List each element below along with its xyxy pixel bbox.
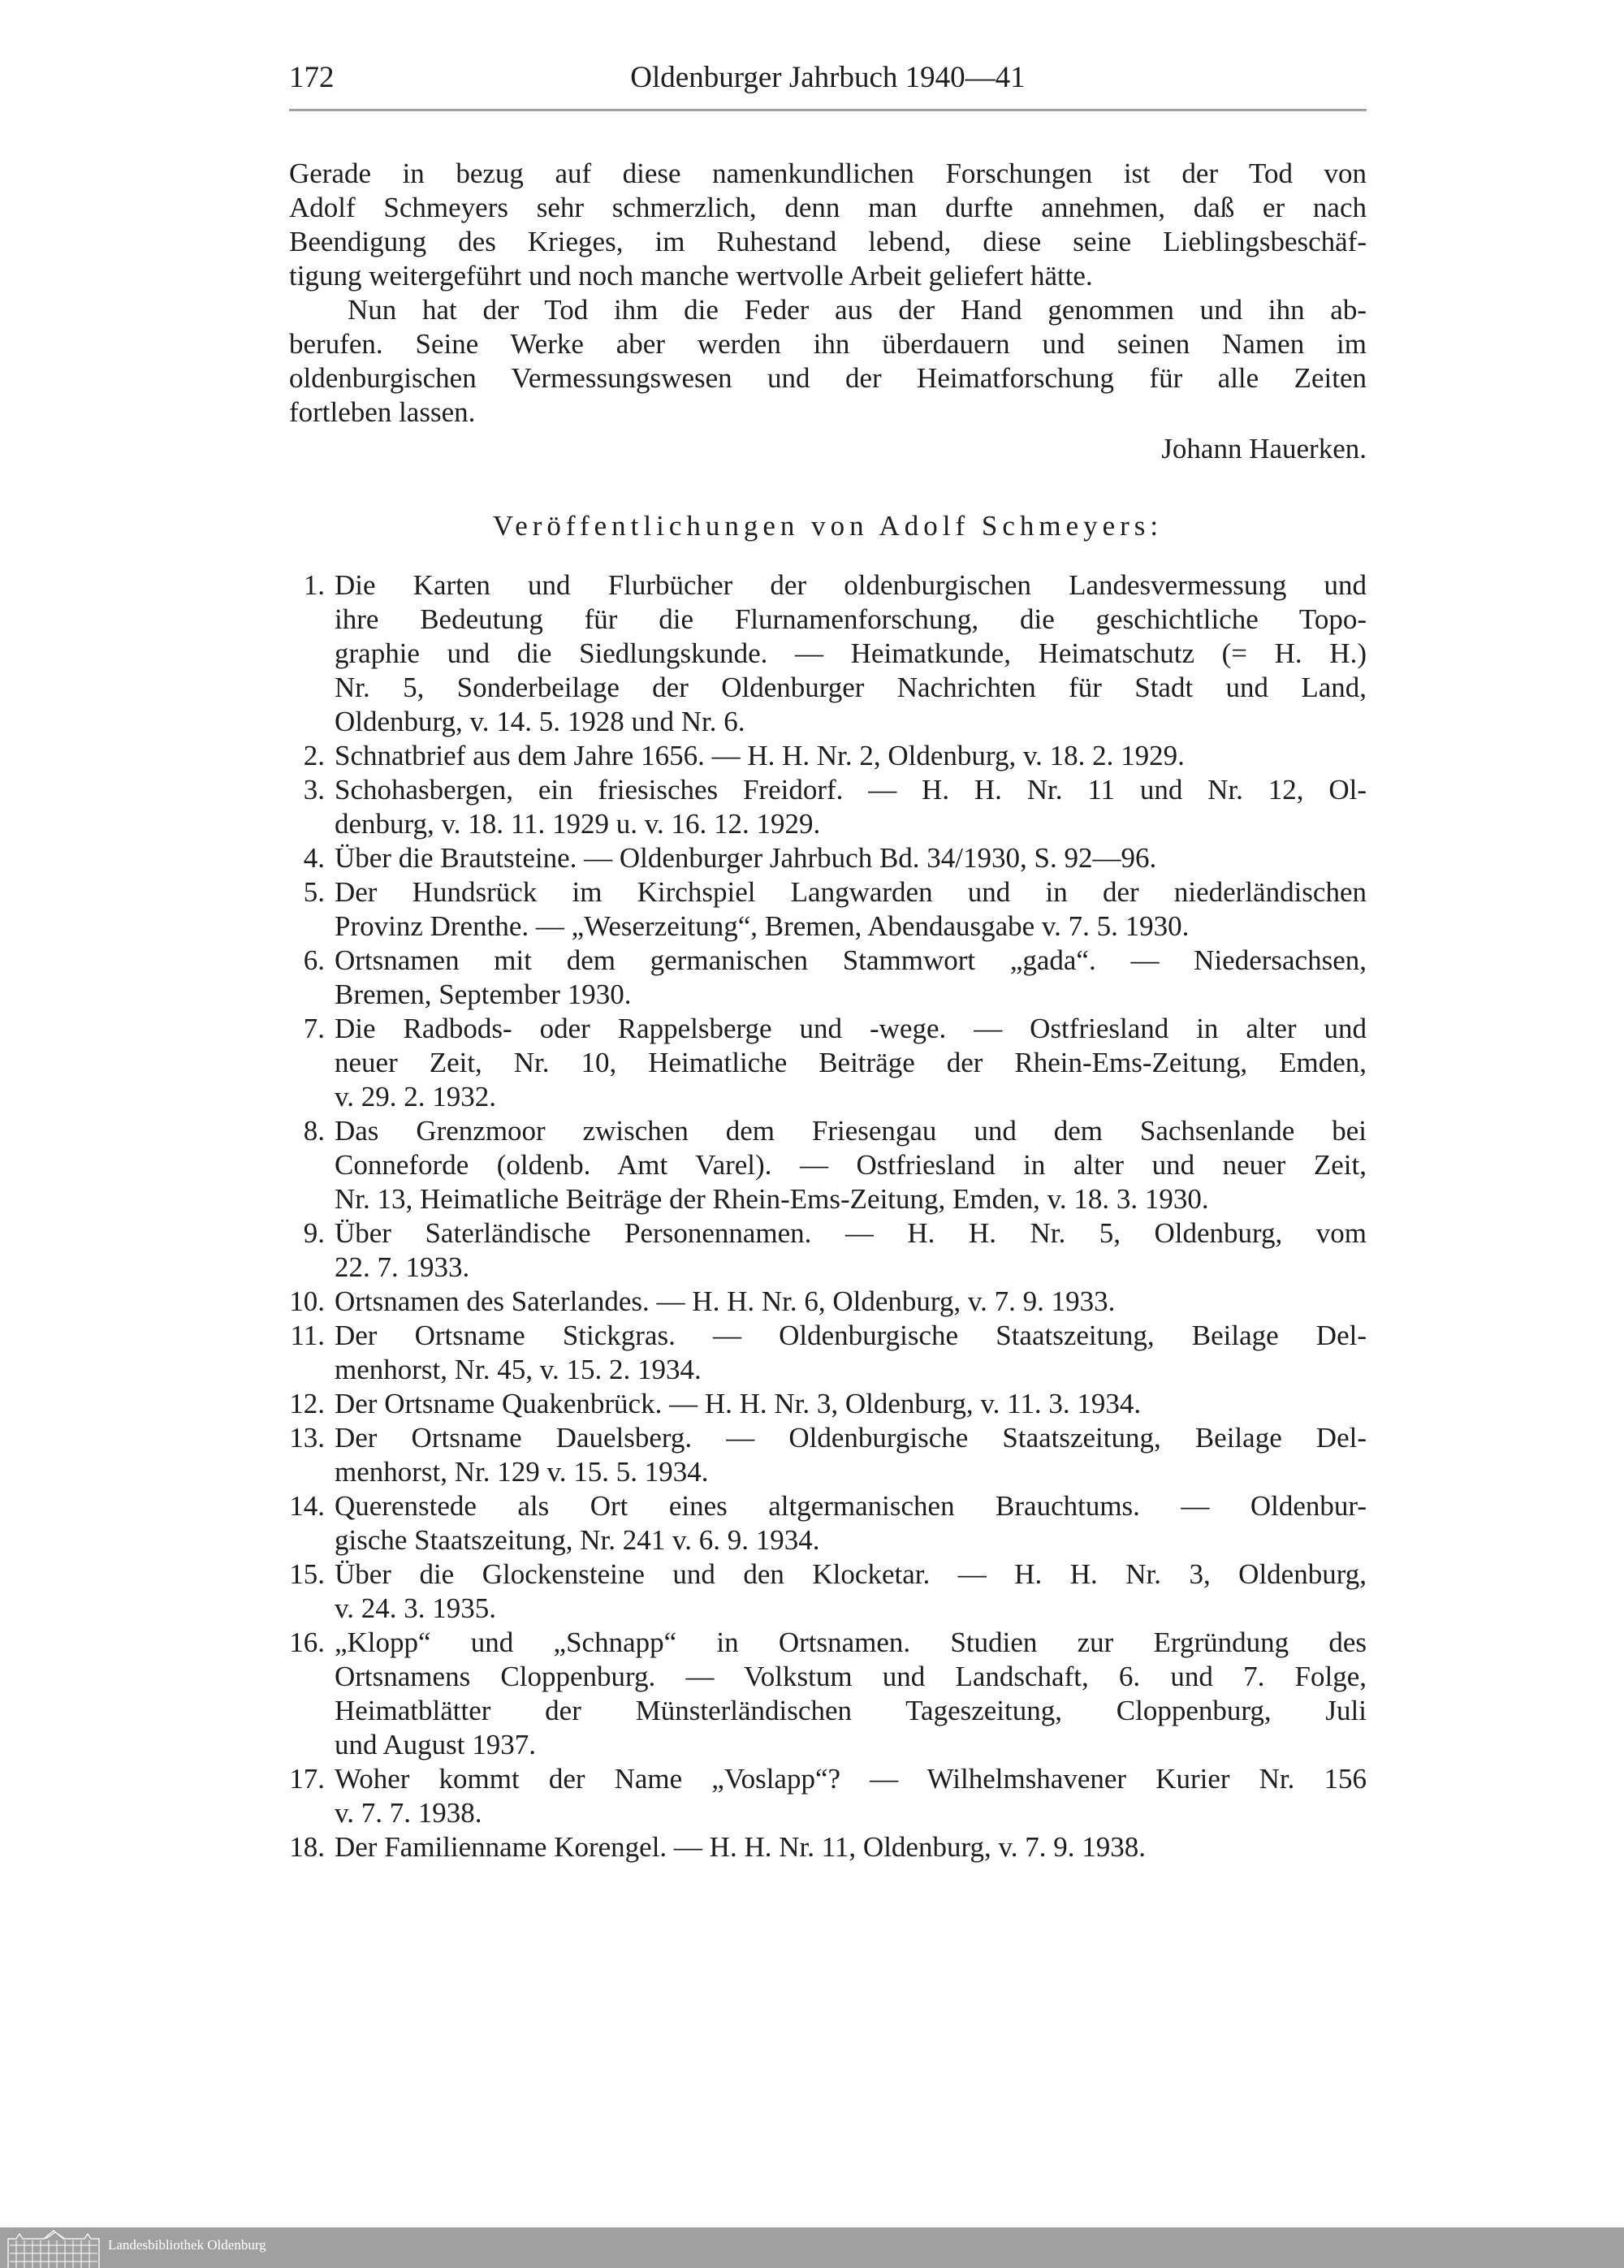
- text-line: Provinz Drenthe. — „Weserzeitung“, Bremen, Abendausgabe v. 7. 5. 1930.: [335, 910, 1190, 942]
- publication-item: [276, 1114, 1367, 1216]
- text-line: Über die Glockensteine und den Klocketar. — H. H. Nr. 3, Oldenburg,: [335, 1558, 1367, 1590]
- text-line: und August 1937.: [335, 1729, 536, 1760]
- page-number: 172: [289, 61, 335, 94]
- text-line: Woher kommt der Name „Voslapp“? — Wilhelmshavener Kurier Nr. 156: [335, 1763, 1367, 1795]
- paragraph-2: [289, 293, 1367, 430]
- publication-text: [335, 773, 1367, 841]
- text-line: Bremen, September 1930.: [335, 978, 632, 1010]
- text-line: Die Radbods- oder Rappelsberge und -wege. — Ostfriesland in alter und: [335, 1013, 1367, 1044]
- publication-text: [335, 1557, 1367, 1626]
- publication-text: [335, 1626, 1367, 1762]
- text-line: Ortsnamen des Saterlandes. — H. H. Nr. 6, Oldenburg, v. 7. 9. 1933.: [335, 1285, 1116, 1317]
- publication-number: 2.: [303, 740, 325, 771]
- paragraph-1: [289, 157, 1367, 293]
- publication-item: [276, 841, 1367, 875]
- publication-item: [276, 568, 1367, 739]
- text-line: Ortsnamen mit dem germanischen Stammwort „gada“. — Niedersachsen,: [335, 944, 1367, 976]
- publication-text: [335, 1421, 1367, 1489]
- text-line: Über Saterländische Personennamen. — H. H. Nr. 5, Oldenburg, vom: [335, 1217, 1367, 1249]
- running-title: Oldenburger Jahrbuch 1940—41: [630, 61, 1026, 94]
- publication-item: [276, 1216, 1367, 1285]
- text-line: Oldenburg, v. 14. 5. 1928 und Nr. 6.: [335, 706, 745, 737]
- publication-number: 10.: [289, 1285, 325, 1317]
- publication-number: 18.: [289, 1831, 325, 1863]
- text-line: Adolf Schmeyers sehr schmerzlich, denn man durfte annehmen, daß er nach: [289, 192, 1367, 223]
- text-line: Nr. 5, Sonderbeilage der Oldenburger Nachrichten für Stadt und Land,: [335, 672, 1367, 703]
- text-line: Heimatblätter der Münsterländischen Tageszeitung, Cloppenburg, Juli: [335, 1695, 1367, 1726]
- signature: Johann Hauerken.: [1161, 433, 1367, 464]
- publication-item: [276, 1285, 1367, 1319]
- running-header: [289, 60, 1367, 101]
- publication-item: [276, 1387, 1367, 1421]
- text-line: Das Grenzmoor zwischen dem Friesengau und dem Sachsenlande bei: [335, 1115, 1367, 1147]
- publication-text: [335, 1762, 1367, 1830]
- text-line: berufen. Seine Werke aber werden ihn überdauern und seinen Namen im: [289, 328, 1367, 360]
- publication-text: [335, 1216, 1367, 1285]
- text-line: Conneforde (oldenb. Amt Varel). — Ostfriesland in alter und neuer Zeit,: [335, 1149, 1367, 1181]
- publication-text: [335, 1012, 1367, 1114]
- publication-number: 17.: [289, 1763, 325, 1795]
- text-line: Der Ortsname Dauelsberg. — Oldenburgische Staatszeitung, Beilage Del-: [335, 1422, 1367, 1454]
- publication-item: [276, 773, 1367, 841]
- publication-text: [335, 944, 1367, 1012]
- text-line: v. 7. 7. 1938.: [335, 1797, 482, 1829]
- text-line: tigung weitergeführt und noch manche wertvolle Arbeit geliefert hätte.: [289, 260, 1093, 292]
- header-rule: [289, 109, 1367, 111]
- text-line: Beendigung des Krieges, im Ruhestand lebend, diese seine Lieblingsbeschäf-: [289, 226, 1367, 257]
- text-line: oldenburgischen Vermessungswesen und der Heimatforschung für alle Zeiten: [289, 362, 1367, 394]
- text-line: neuer Zeit, Nr. 10, Heimatliche Beiträge der Rhein-Ems-Zeitung, Emden,: [335, 1047, 1367, 1078]
- publications-heading: Veröffentlichungen von Adolf Schmeyers:: [492, 510, 1164, 542]
- text-line: Schnatbrief aus dem Jahre 1656. — H. H. Nr. 2, Oldenburg, v. 18. 2. 1929.: [335, 740, 1185, 771]
- publication-text: [335, 1319, 1367, 1387]
- publication-item: [276, 875, 1367, 944]
- publication-text: [335, 1387, 1367, 1421]
- text-line: Ortsnamens Cloppenburg. — Volkstum und Landschaft, 6. und 7. Folge,: [335, 1661, 1367, 1692]
- publication-number: 1.: [303, 569, 325, 601]
- text-line: Nr. 13, Heimatliche Beiträge der Rhein-Ems-Zeitung, Emden, v. 18. 3. 1930.: [335, 1183, 1209, 1215]
- text-line: Der Hundsrück im Kirchspiel Langwarden und in der niederländischen: [335, 876, 1367, 908]
- publication-number: 16.: [289, 1626, 325, 1658]
- publication-number: 6.: [303, 944, 325, 976]
- publication-number: 8.: [303, 1115, 325, 1147]
- publication-text: [335, 875, 1367, 944]
- text-line: Der Ortsname Stickgras. — Oldenburgische Staatszeitung, Beilage Del-: [335, 1320, 1367, 1351]
- text-line: Die Karten und Flurbücher der oldenburgischen Landesvermessung und: [335, 569, 1367, 601]
- text-line: Schohasbergen, ein friesisches Freidorf. — H. H. Nr. 11 und Nr. 12, Ol-: [335, 774, 1367, 806]
- publication-text: [335, 1489, 1367, 1557]
- library-building-logo: [6, 2229, 101, 2268]
- text-line: v. 29. 2. 1932.: [335, 1081, 496, 1112]
- publication-item: [276, 1557, 1367, 1626]
- publication-number: 14.: [289, 1490, 325, 1522]
- publication-number: 11.: [290, 1320, 325, 1351]
- publication-number: 9.: [303, 1217, 325, 1249]
- text-line: Der Ortsname Quakenbrück. — H. H. Nr. 3, Oldenburg, v. 11. 3. 1934.: [335, 1388, 1142, 1419]
- publication-text: [335, 1114, 1367, 1216]
- publication-number: 3.: [303, 774, 325, 806]
- text-line: „Klopp“ und „Schnapp“ in Ortsnamen. Studien zur Ergründung des: [335, 1626, 1367, 1658]
- text-line: Querenstede als Ort eines altgermanischen Brauchtums. — Oldenbur-: [335, 1490, 1367, 1522]
- publications-list: [276, 568, 1367, 1864]
- text-line: ihre Bedeutung für die Flurnamenforschung, die geschichtliche Topo-: [335, 603, 1367, 635]
- library-name: Landesbibliothek Oldenburg: [108, 2237, 266, 2253]
- text-line: Über die Brautsteine. — Oldenburger Jahrbuch Bd. 34/1930, S. 92—96.: [335, 842, 1157, 874]
- publication-item: [276, 1626, 1367, 1762]
- text-line: gische Staatszeitung, Nr. 241 v. 6. 9. 1934.: [335, 1524, 820, 1556]
- text-line: Der Familienname Korengel. — H. H. Nr. 11, Oldenburg, v. 7. 9. 1938.: [335, 1831, 1146, 1863]
- text-line: fortleben lassen.: [289, 396, 476, 428]
- text-line: 22. 7. 1933.: [335, 1251, 470, 1283]
- publication-text: [335, 739, 1367, 773]
- publication-item: [276, 1762, 1367, 1830]
- publication-number: 7.: [303, 1013, 325, 1044]
- text-line: menhorst, Nr. 45, v. 15. 2. 1934.: [335, 1354, 702, 1385]
- publication-number: 13.: [289, 1422, 325, 1454]
- publication-item: [276, 944, 1367, 1012]
- text-line: menhorst, Nr. 129 v. 15. 5. 1934.: [335, 1456, 709, 1488]
- publication-text: [335, 1830, 1367, 1864]
- footer-bar: [0, 2227, 1624, 2268]
- publication-number: 12.: [289, 1388, 325, 1419]
- publication-text: [335, 1285, 1367, 1319]
- text-line: denburg, v. 18. 11. 1929 u. v. 16. 12. 1929.: [335, 808, 821, 840]
- publication-item: [276, 1012, 1367, 1114]
- text-line: v. 24. 3. 1935.: [335, 1592, 496, 1624]
- publication-item: [276, 1421, 1367, 1489]
- publication-number: 4.: [303, 842, 325, 874]
- publication-text: [335, 568, 1367, 739]
- publication-number: 15.: [289, 1558, 325, 1590]
- publication-text: [335, 841, 1367, 875]
- text-line: Nun hat der Tod ihm die Feder aus der Hand genommen und ihn ab-: [348, 294, 1367, 326]
- publication-item: [276, 1489, 1367, 1557]
- publication-item: [276, 1830, 1367, 1864]
- text-line: graphie und die Siedlungskunde. — Heimatkunde, Heimatschutz (= H. H.): [335, 637, 1367, 669]
- publication-item: [276, 739, 1367, 773]
- text-line: Gerade in bezug auf diese namenkundlichen Forschungen ist der Tod von: [289, 158, 1367, 189]
- publication-number: 5.: [303, 876, 325, 908]
- publication-item: [276, 1319, 1367, 1387]
